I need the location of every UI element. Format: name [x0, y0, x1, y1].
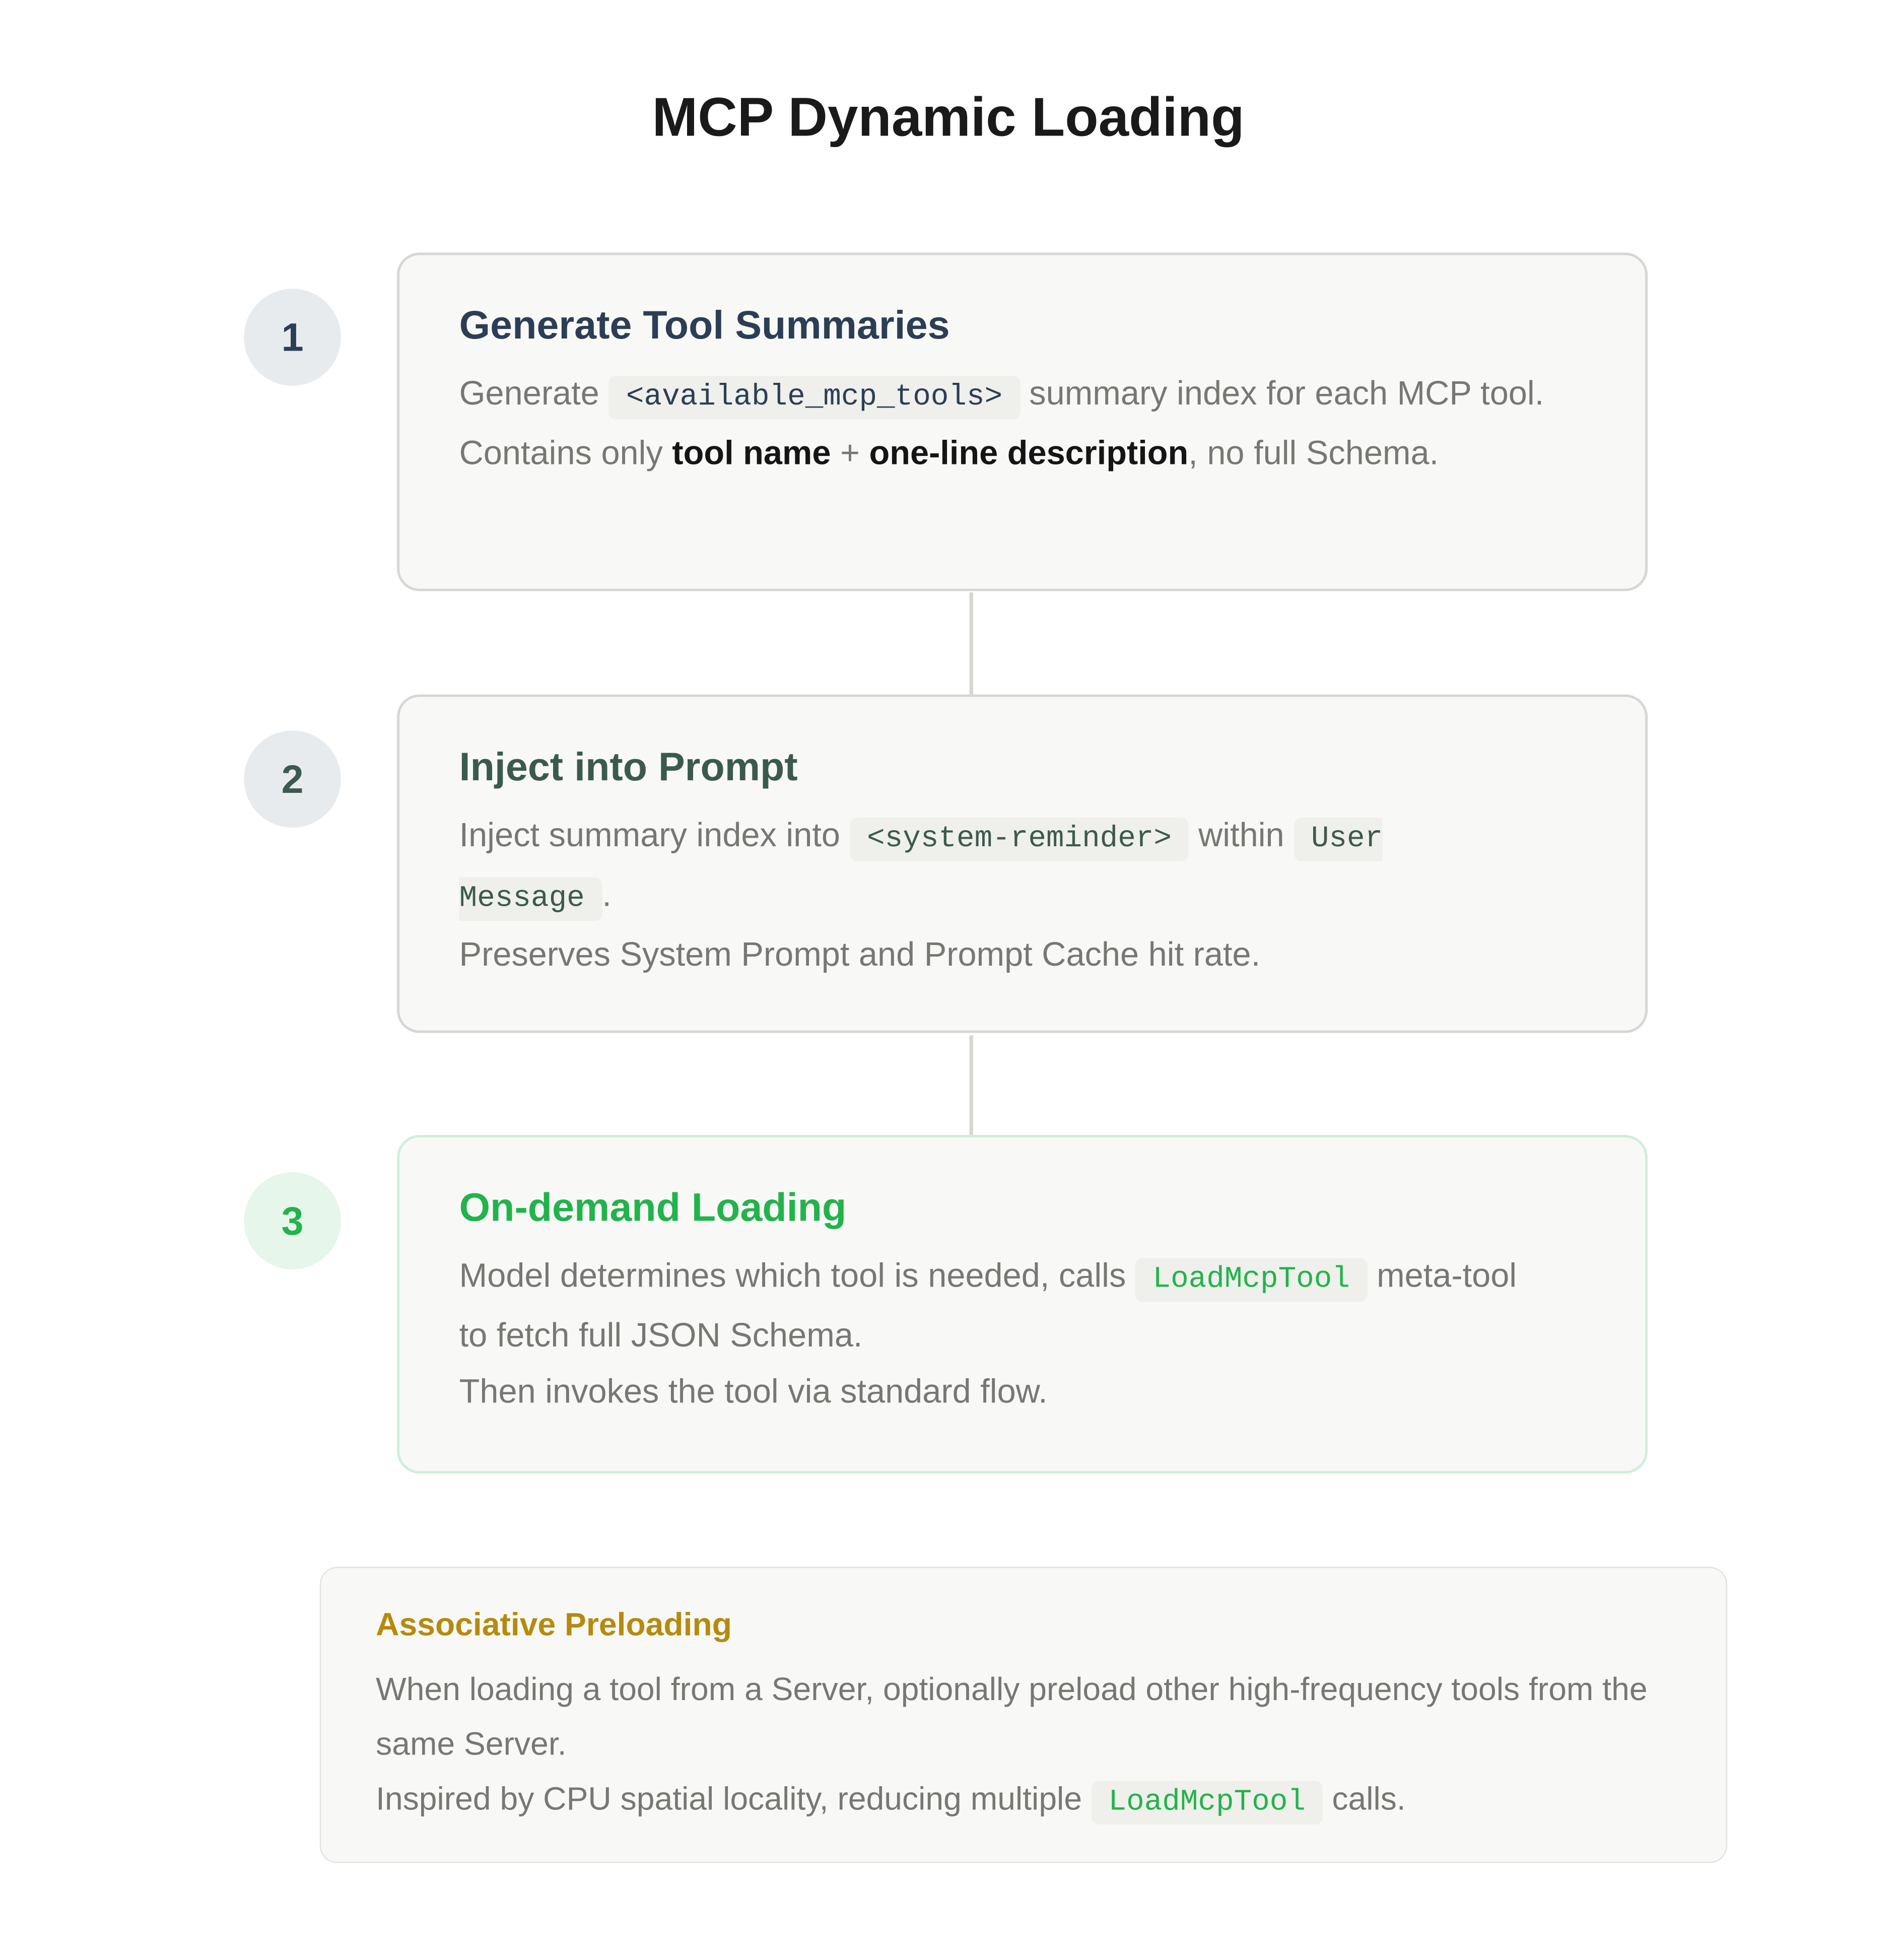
text: When loading a tool from a Server, optionally preload other high-frequency tools from the same Server.	[376, 1670, 1648, 1763]
text: within	[1189, 816, 1294, 854]
connector-2-3	[970, 1036, 973, 1135]
text: calls.	[1323, 1779, 1406, 1817]
step-title: Generate Tool Summaries	[459, 302, 950, 348]
step-title: Inject into Prompt	[459, 744, 798, 789]
text: summary index for each MCP tool.	[1019, 374, 1544, 412]
text: Model determines which tool is needed, calls	[459, 1257, 1135, 1295]
page-title: MCP Dynamic Loading	[652, 87, 1245, 149]
text: Generate	[459, 374, 609, 412]
code-snippet: <available_mcp_tools>	[608, 376, 1019, 419]
text: , no full Schema.	[1188, 434, 1439, 472]
step-number-3: 3	[244, 1172, 341, 1269]
step-card-1	[397, 253, 1648, 591]
step-description	[459, 366, 1554, 482]
connector-1-2	[970, 592, 973, 695]
code-snippet: User Message	[459, 818, 1383, 921]
note-title: Associative Preloading	[376, 1605, 732, 1643]
code-snippet: LoadMcpTool	[1091, 1781, 1323, 1824]
text: +	[831, 434, 869, 472]
step-number-1: 1	[244, 289, 341, 386]
note-description	[376, 1661, 1682, 1831]
code-snippet: LoadMcpTool	[1135, 1258, 1368, 1302]
text: .	[602, 876, 611, 914]
text: Contains only	[459, 434, 672, 472]
step-title: On-demand Loading	[459, 1185, 847, 1230]
text: Inspired by CPU spatial locality, reducing multiple	[376, 1779, 1091, 1817]
bold-text: one-line description	[869, 434, 1189, 472]
text: Inject summary index into	[459, 816, 850, 854]
text: Then invokes the tool via standard flow.	[459, 1373, 1048, 1410]
step-number-2: 2	[244, 730, 341, 828]
note-box	[320, 1567, 1727, 1863]
text: meta-tool to fetch full JSON Schema.	[459, 1257, 1517, 1355]
step-description	[459, 1248, 1542, 1420]
step-card-2	[397, 695, 1648, 1033]
step-description	[459, 807, 1455, 983]
bold-text: tool name	[672, 434, 831, 472]
step-card-3	[397, 1135, 1648, 1473]
code-snippet: <system-reminder>	[849, 818, 1189, 861]
text: Preserves System Prompt and Prompt Cache hit rate.	[459, 935, 1261, 974]
